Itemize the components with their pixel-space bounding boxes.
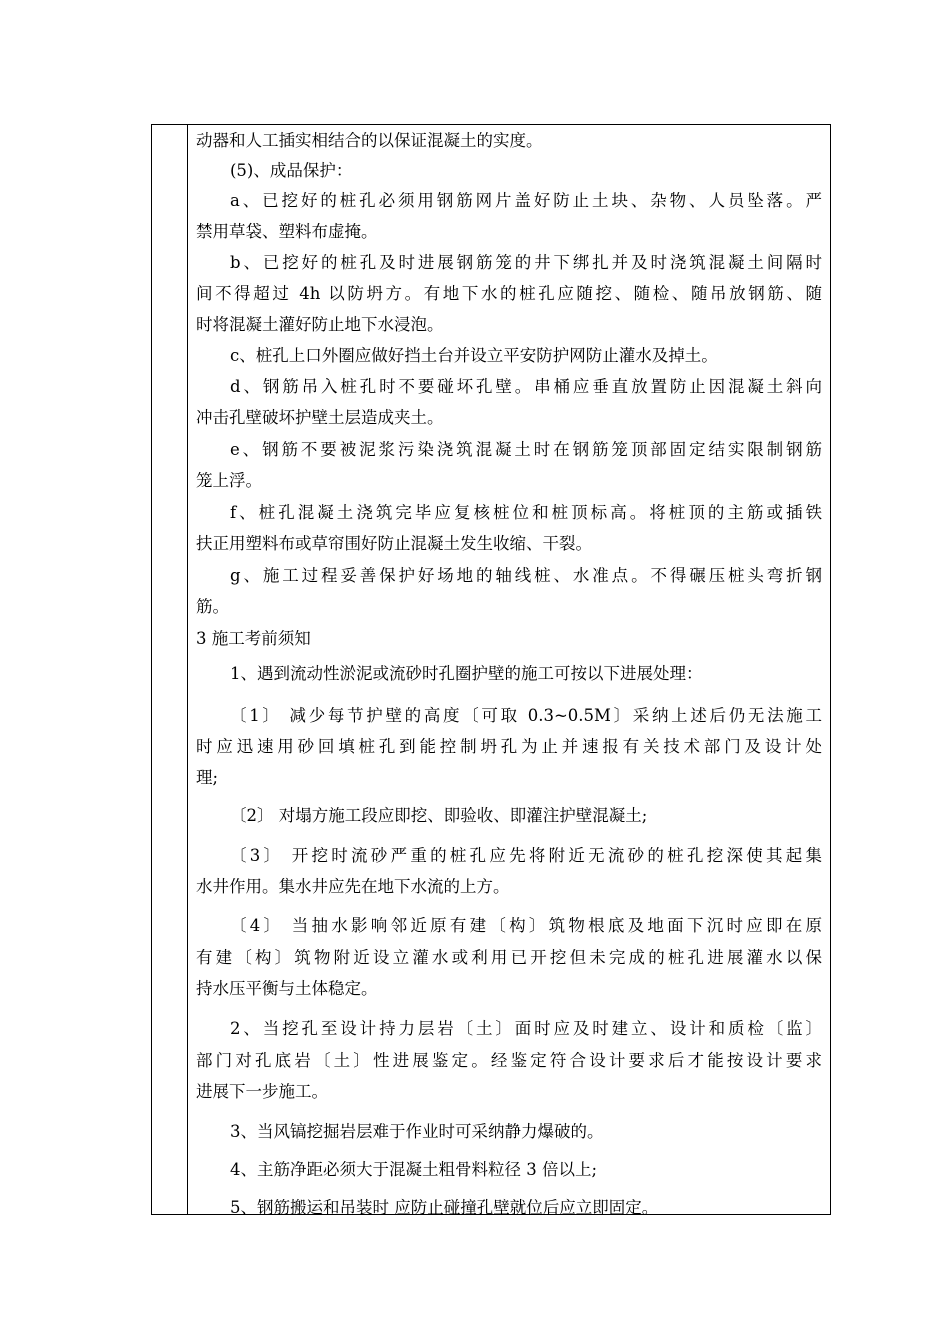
- text-line: 水井作用。集水井应先在地下水流的上方。: [196, 877, 510, 896]
- text-line: b、已挖好的桩孔及时进展钢筋笼的井下绑扎并及时浇筑混凝土间隔时: [230, 253, 822, 272]
- text-line: 4、主筋净距必须大于混凝土粗骨料粒径 3 倍以上;: [230, 1160, 598, 1179]
- text-line: 〔3〕 开挖时流砂严重的桩孔应先将附近无流砂的桩孔挖深使其起集: [230, 846, 822, 865]
- text-line: e、钢筋不要被泥浆污染浇筑混凝土时在钢筋笼顶部固定结实限制钢筋: [230, 440, 822, 459]
- text-line: 持水压平衡与土体稳定。: [196, 979, 378, 998]
- text-line: 3 施工考前须知: [196, 629, 311, 648]
- text-line: f、桩孔混凝土浇筑完毕应复核桩位和桩顶标高。将桩顶的主筋或插铁: [230, 503, 822, 522]
- text-line: d、钢筋吊入桩孔时不要碰坏孔壁。串桶应垂直放置防止因混凝土斜向: [230, 377, 822, 396]
- text-line: 2、当挖孔至设计持力层岩〔土〕面时应及时建立、设计和质检〔监〕: [230, 1019, 822, 1038]
- text-line: 冲击孔壁破坏护壁土层造成夹土。: [196, 408, 444, 427]
- text-line: 〔2〕 对塌方施工段应即挖、即验收、即灌注护壁混凝土;: [230, 806, 648, 825]
- text-line: g、施工过程妥善保护好场地的轴线桩、水准点。不得碾压桩头弯折钢: [230, 566, 822, 585]
- text-line: 间不得超过 4h 以防坍方。有地下水的桩孔应随挖、随检、随吊放钢筋、随: [196, 284, 822, 303]
- text-line: 有建〔构〕筑物附近设立灌水或利用已开挖但未完成的桩孔进展灌水以保: [196, 948, 822, 967]
- text-line: a、已挖好的桩孔必须用钢筋网片盖好防止土块、杂物、人员坠落。严: [230, 191, 822, 210]
- text-line: (5)、成品保护：: [230, 161, 353, 180]
- text-line: 动器和人工插实相结合的以保证混凝土的实度。: [196, 131, 543, 150]
- table-left-column: [152, 125, 188, 1214]
- text-line: 理;: [196, 768, 219, 787]
- text-line: 扶正用塑料布或草帘围好防止混凝土发生收缩、干裂。: [196, 534, 592, 553]
- text-line: 时应迅速用砂回填桩孔到能控制坍孔为止并速报有关技术部门及设计处: [196, 737, 822, 756]
- text-line: 5、钢筋搬运和吊装时 应防止碰撞孔壁就位后应立即固定。: [230, 1198, 659, 1217]
- text-line: 进展下一步施工。: [196, 1082, 328, 1101]
- text-line: 笼上浮。: [196, 471, 262, 490]
- text-line: 〔4〕 当抽水影响邻近原有建〔构〕筑物根底及地面下沉时应即在原: [230, 916, 822, 935]
- text-line: 1、遇到流动性淤泥或流砂时孔圈护壁的施工可按以下进展处理：: [230, 664, 703, 683]
- document-table: [151, 124, 831, 1215]
- text-line: 时将混凝土灌好防止地下水浸泡。: [196, 315, 444, 334]
- text-line: c、桩孔上口外圈应做好挡土台并设立平安防护网防止灌水及掉土。: [230, 346, 718, 365]
- text-line: 部门对孔底岩〔土〕性进展鉴定。经鉴定符合设计要求后才能按设计要求: [196, 1051, 822, 1070]
- text-line: 禁用草袋、塑料布虚掩。: [196, 222, 378, 241]
- text-line: 〔1〕 减少每节护壁的高度〔可取 0.3~0.5M〕采纳上述后仍无法施工: [230, 706, 822, 725]
- text-line: 3、当风镐挖掘岩层难于作业时可采纳静力爆破的。: [230, 1122, 604, 1141]
- text-line: 筋。: [196, 597, 229, 616]
